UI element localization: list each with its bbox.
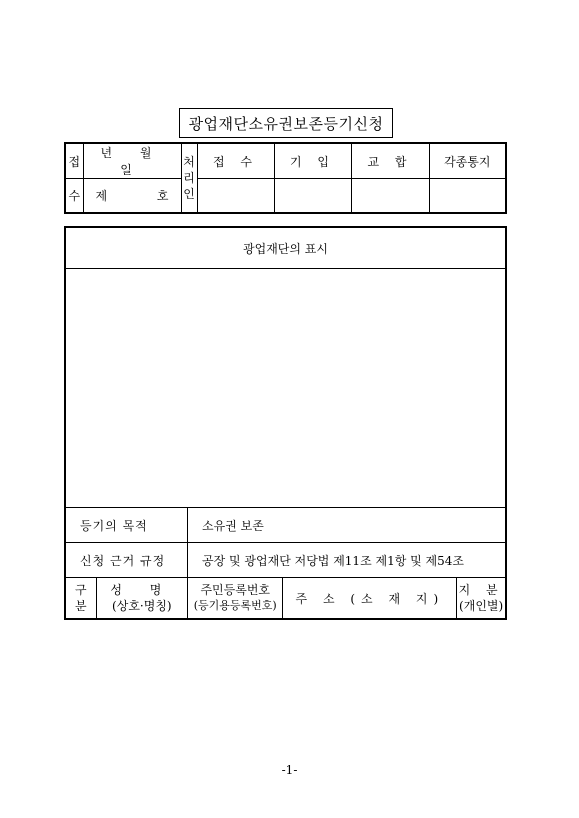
- number-suffix: 호: [156, 189, 169, 203]
- id-header: [188, 578, 283, 620]
- receipt-value[interactable]: [197, 179, 274, 214]
- basis-label: 신청 근거 규정: [65, 543, 188, 578]
- name-title: 성 명: [110, 583, 174, 597]
- processor-label: [181, 143, 197, 213]
- id-subtitle: (등기용등록번호): [193, 599, 277, 612]
- title-text: 광업재단소유권보존등기신청: [188, 114, 384, 133]
- receipt-number-cell: [83, 179, 181, 214]
- receipt-table: [64, 142, 507, 214]
- basis-value: 공장 및 광업재단 저당법 제11조 제1항 및 제54조: [188, 543, 506, 578]
- processor-char-3: 인: [183, 187, 195, 201]
- name-subtitle: (상호·명칭): [112, 599, 172, 613]
- notice-value[interactable]: [429, 179, 506, 214]
- category-char-1: 구: [75, 583, 87, 597]
- share-subtitle: (개인별): [459, 599, 504, 613]
- document-title: [179, 108, 393, 138]
- share-header: [457, 578, 506, 620]
- receipt-label-top: 접: [65, 143, 83, 179]
- col-receipt: 접 수: [197, 143, 274, 179]
- name-header: [96, 578, 187, 620]
- entry-value[interactable]: [274, 179, 351, 214]
- receipt-label-bottom: 수: [65, 179, 83, 214]
- category-header: [65, 578, 96, 620]
- foundation-description-area[interactable]: [65, 269, 506, 508]
- foundation-header: 광업재단의 표시: [65, 227, 506, 269]
- col-notice: 각종통지: [429, 143, 506, 179]
- processor-char-2: 리: [183, 171, 195, 185]
- share-title: 지 분: [458, 583, 504, 597]
- foundation-table: [64, 226, 507, 620]
- id-title: 주민등록번호: [200, 583, 271, 597]
- purpose-label: 등기의 목적: [65, 508, 188, 543]
- category-char-2: 분: [75, 599, 87, 613]
- page-number: -1-: [281, 763, 298, 777]
- receipt-date-label: 년 월 일: [83, 143, 181, 179]
- col-check: 교 합: [351, 143, 429, 179]
- check-value[interactable]: [351, 179, 429, 214]
- address-header: 주 소 (소 재 지): [283, 578, 457, 620]
- processor-char-1: 처: [183, 155, 195, 169]
- purpose-value: 소유권 보존: [188, 508, 506, 543]
- number-prefix: 제: [95, 189, 108, 203]
- col-entry: 기 입: [274, 143, 351, 179]
